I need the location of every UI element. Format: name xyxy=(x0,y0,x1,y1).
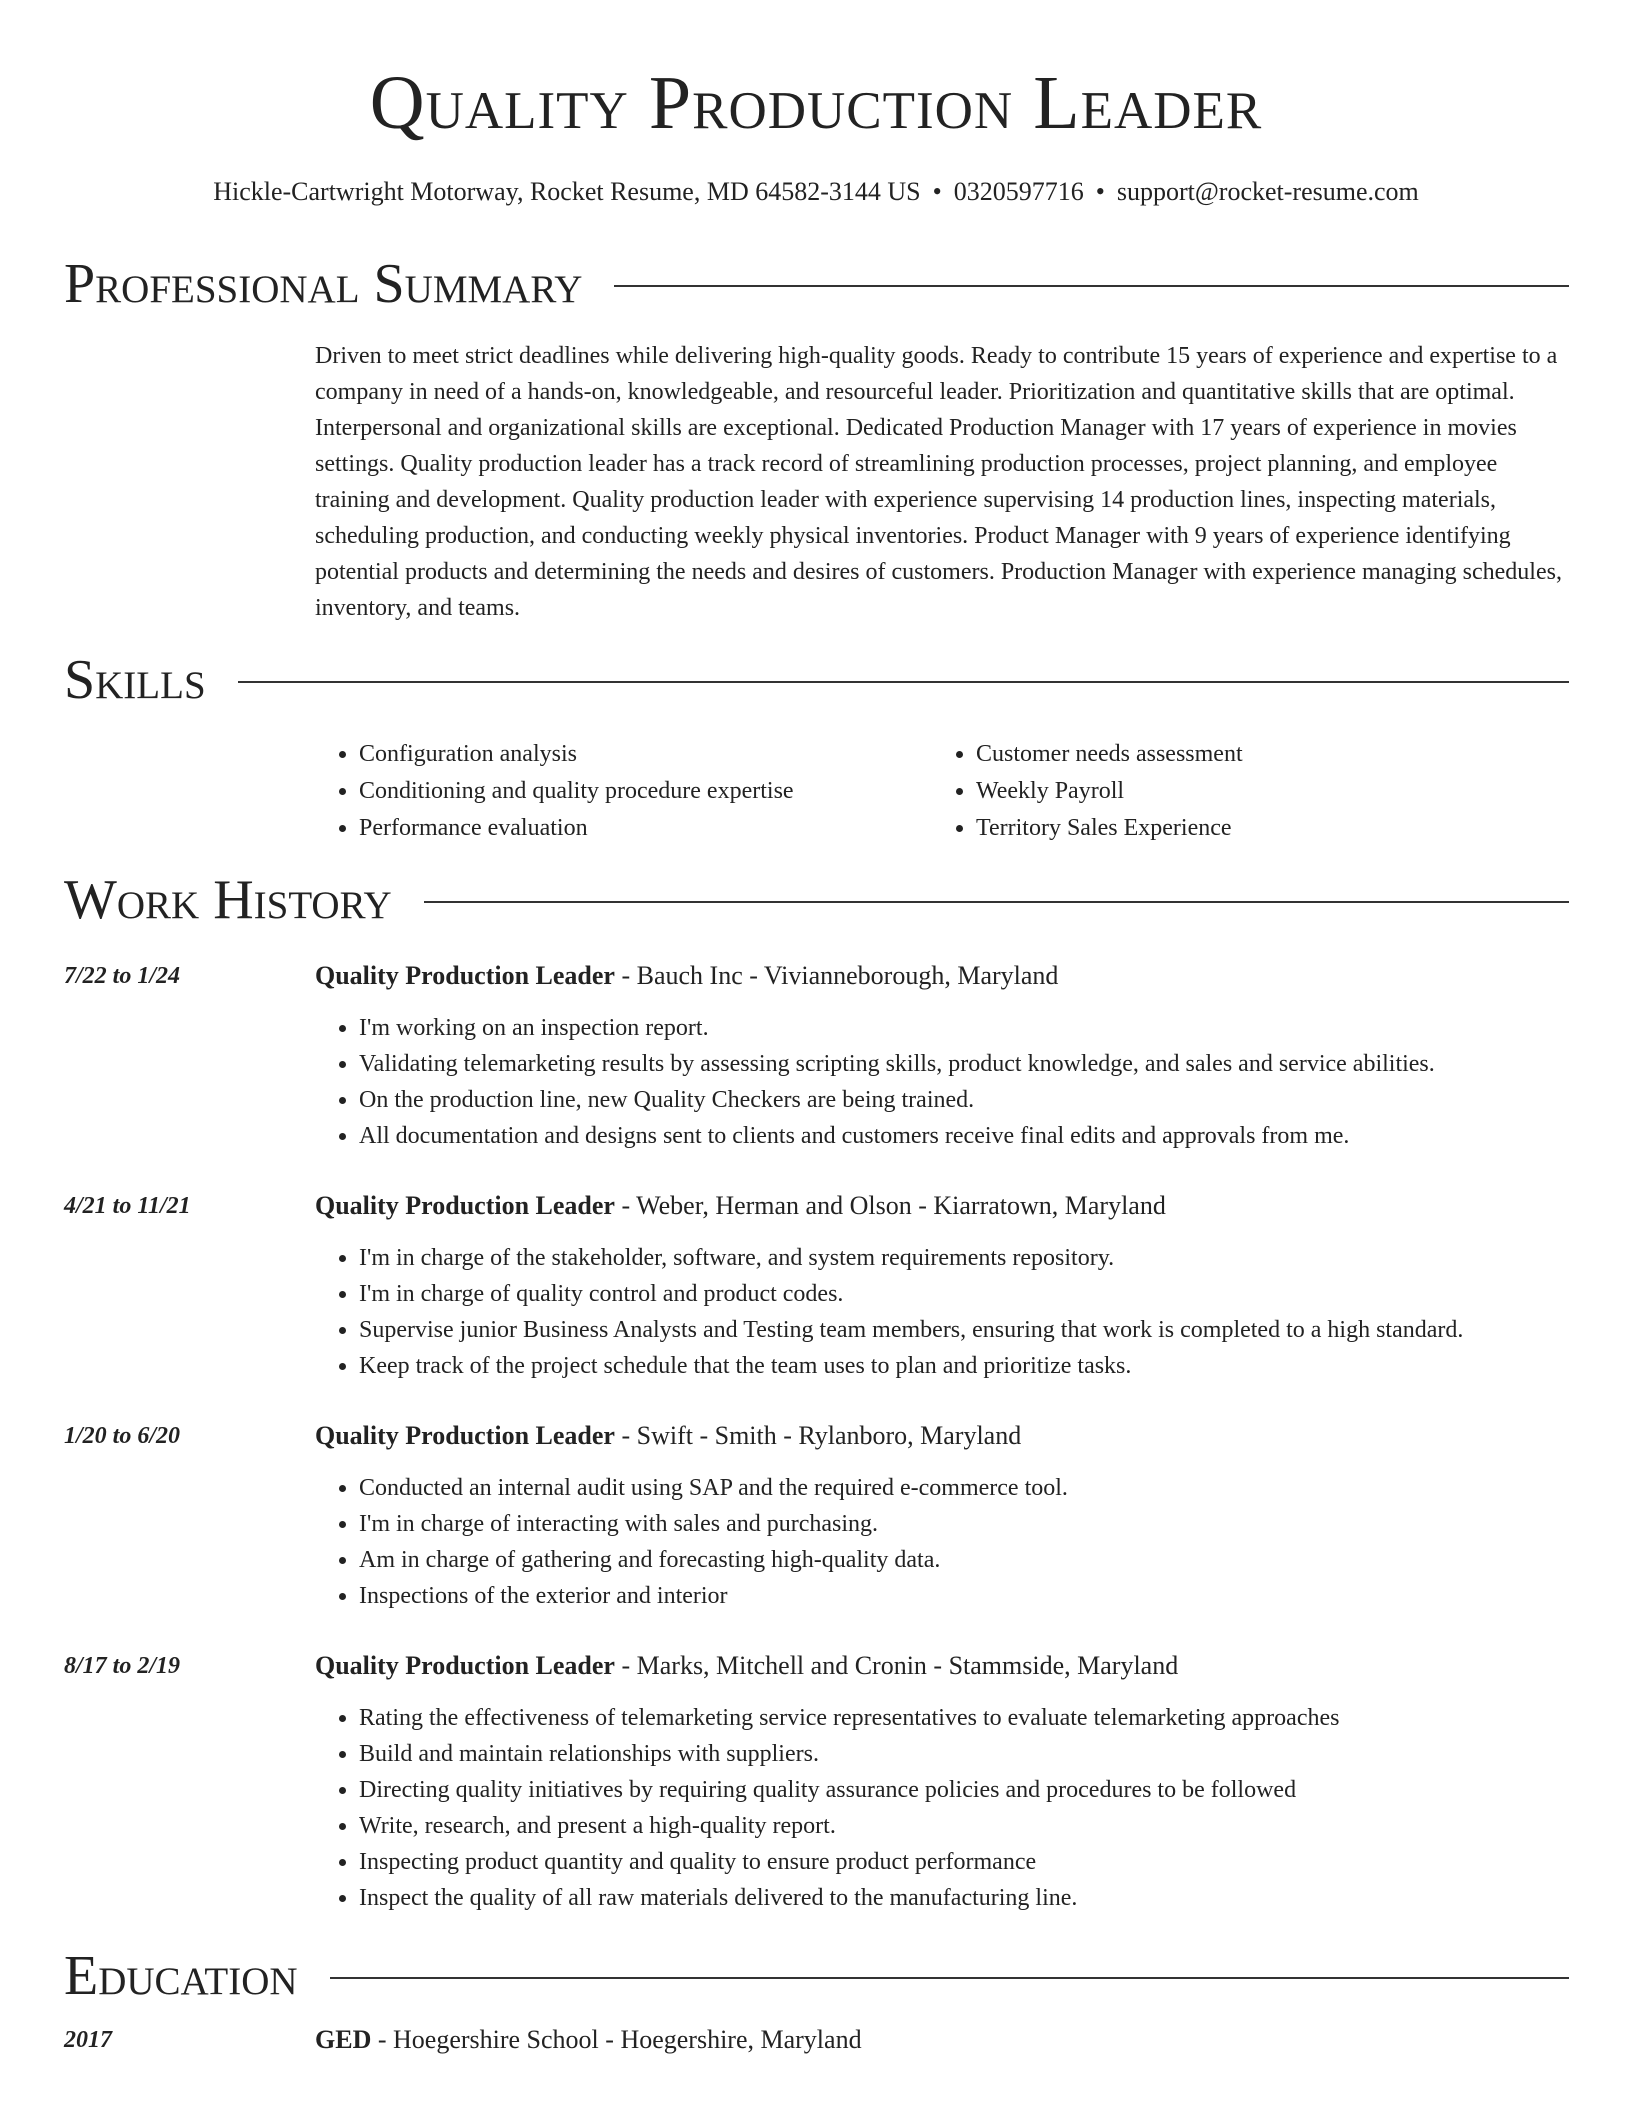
job-bullet: • Build and maintain relationships with suppliers. xyxy=(359,1736,1569,1772)
job-role: Quality Production Leader xyxy=(315,961,615,990)
contact-separator: • xyxy=(1095,177,1105,206)
job-bullets xyxy=(315,1700,1569,1916)
work-section-header xyxy=(64,868,1569,932)
job-dates: 1/20 to 6/20 xyxy=(64,1423,181,1449)
job-employer: - Weber, Herman and Olson - Kiarratown, Maryland xyxy=(614,1191,1166,1220)
contact-separator: • xyxy=(932,177,942,206)
job-bullet: • On the production line, new Quality Checkers are being trained. xyxy=(359,1082,1569,1118)
skill-item: • Weekly Payroll xyxy=(976,773,1243,810)
education-section-header xyxy=(64,1944,1569,2008)
section-divider xyxy=(614,285,1569,287)
education-degree: GED xyxy=(315,2025,372,2054)
section-divider xyxy=(424,901,1569,903)
job-title-line xyxy=(315,1648,1178,1684)
job-employer: - Bauch Inc - Vivianneborough, Maryland xyxy=(614,961,1059,990)
contact-email: support@rocket-resume.com xyxy=(1116,177,1419,206)
job-bullet: • I'm in charge of quality control and product codes. xyxy=(359,1276,1569,1312)
job-bullet: • Am in charge of gathering and forecasting high-quality data. xyxy=(359,1542,1569,1578)
job-dates: 4/21 to 11/21 xyxy=(64,1193,191,1219)
summary-section-title: Professional Summary xyxy=(64,253,583,315)
job-bullet: • Directing quality initiatives by requiring quality assurance policies and procedures to be followed xyxy=(359,1772,1569,1808)
education-line xyxy=(315,2022,862,2058)
skill-item: • Performance evaluation xyxy=(359,810,794,847)
job-bullet: • Write, research, and present a high-quality report. xyxy=(359,1808,1569,1844)
job-bullet: • Conducted an internal audit using SAP and the required e-commerce tool. xyxy=(359,1470,1569,1506)
job-bullet: • Validating telemarketing results by assessing scripting skills, product knowledge, and sales and service abilities. xyxy=(359,1046,1569,1082)
education-school: - Hoegershire School - Hoegershire, Maryland xyxy=(371,2025,862,2054)
job-employer: - Marks, Mitchell and Cronin - Stammside, Maryland xyxy=(614,1651,1179,1680)
job-bullets xyxy=(315,1240,1569,1384)
work-section-title: Work History xyxy=(64,869,392,931)
skill-item: • Conditioning and quality procedure expertise xyxy=(359,773,794,810)
job-bullet: • I'm working on an inspection report. xyxy=(359,1010,1569,1046)
skills-section-title: Skills xyxy=(64,649,206,711)
education-section-title: Education xyxy=(64,1945,298,2007)
skills-section-header xyxy=(64,648,1569,712)
job-bullets xyxy=(315,1010,1569,1154)
job-bullets xyxy=(315,1470,1569,1614)
section-divider xyxy=(238,681,1569,683)
job-bullet: • Inspections of the exterior and interior xyxy=(359,1578,1569,1614)
job-title-line xyxy=(315,958,1058,994)
skills-column-left xyxy=(315,736,794,847)
job-bullet: • Keep track of the project schedule that the team uses to plan and prioritize tasks. xyxy=(359,1348,1569,1384)
job-bullet: • Supervise junior Business Analysts and Testing team members, ensuring that work is completed to a high standard. xyxy=(359,1312,1569,1348)
contact-phone: 0320597716 xyxy=(953,177,1084,206)
summary-text: Driven to meet strict deadlines while delivering high-quality goods. Ready to contribute 15 years of experience and expertise to a company in need of a hands-on, knowledgeable, and resourceful leader. Prioritization and quantitative skills that are optimal. Interpersonal and organizational skills are exceptional. Dedicated Production Manager with 17 years of experience in movies settings. Quality production leader has a track record of streamlining production processes, project planning, and employee training and development. Quality production leader with experience supervising 14 production lines, inspecting materials, scheduling production, and conducting weekly physical inventories. Product Manager with 9 years of experience identifying potential products and determining the needs and desires of customers. Production Manager with experience managing schedules, inventory, and teams. xyxy=(315,343,1562,621)
education-year: 2017 xyxy=(64,2027,112,2053)
job-bullet: • Rating the effectiveness of telemarketing service representatives to evaluate telemarketing approaches xyxy=(359,1700,1569,1736)
skills-column-right xyxy=(932,736,1243,847)
job-employer: - Swift - Smith - Rylanboro, Maryland xyxy=(614,1421,1022,1450)
contact-line xyxy=(0,174,1632,210)
skill-item: • Territory Sales Experience xyxy=(976,810,1243,847)
job-bullet: • I'm in charge of interacting with sales and purchasing. xyxy=(359,1506,1569,1542)
section-divider xyxy=(330,1977,1569,1979)
job-bullet: • Inspecting product quantity and quality to ensure product performance xyxy=(359,1844,1569,1880)
summary-section-header xyxy=(64,252,1569,316)
job-bullet: • Inspect the quality of all raw materials delivered to the manufacturing line. xyxy=(359,1880,1569,1916)
resume-name: Quality Production Leader xyxy=(369,61,1263,145)
job-bullet: • I'm in charge of the stakeholder, software, and system requirements repository. xyxy=(359,1240,1569,1276)
job-role: Quality Production Leader xyxy=(315,1651,615,1680)
job-bullet: • All documentation and designs sent to clients and customers receive final edits and approvals from me. xyxy=(359,1118,1569,1154)
job-role: Quality Production Leader xyxy=(315,1421,615,1450)
job-title-line xyxy=(315,1418,1021,1454)
skill-item: • Configuration analysis xyxy=(359,736,794,773)
skill-item: • Customer needs assessment xyxy=(976,736,1243,773)
job-dates: 7/22 to 1/24 xyxy=(64,963,181,989)
job-title-line xyxy=(315,1188,1166,1224)
job-role: Quality Production Leader xyxy=(315,1191,615,1220)
contact-address: Hickle-Cartwright Motorway, Rocket Resume, MD 64582-3144 US xyxy=(213,177,921,206)
job-dates: 8/17 to 2/19 xyxy=(64,1653,181,1679)
